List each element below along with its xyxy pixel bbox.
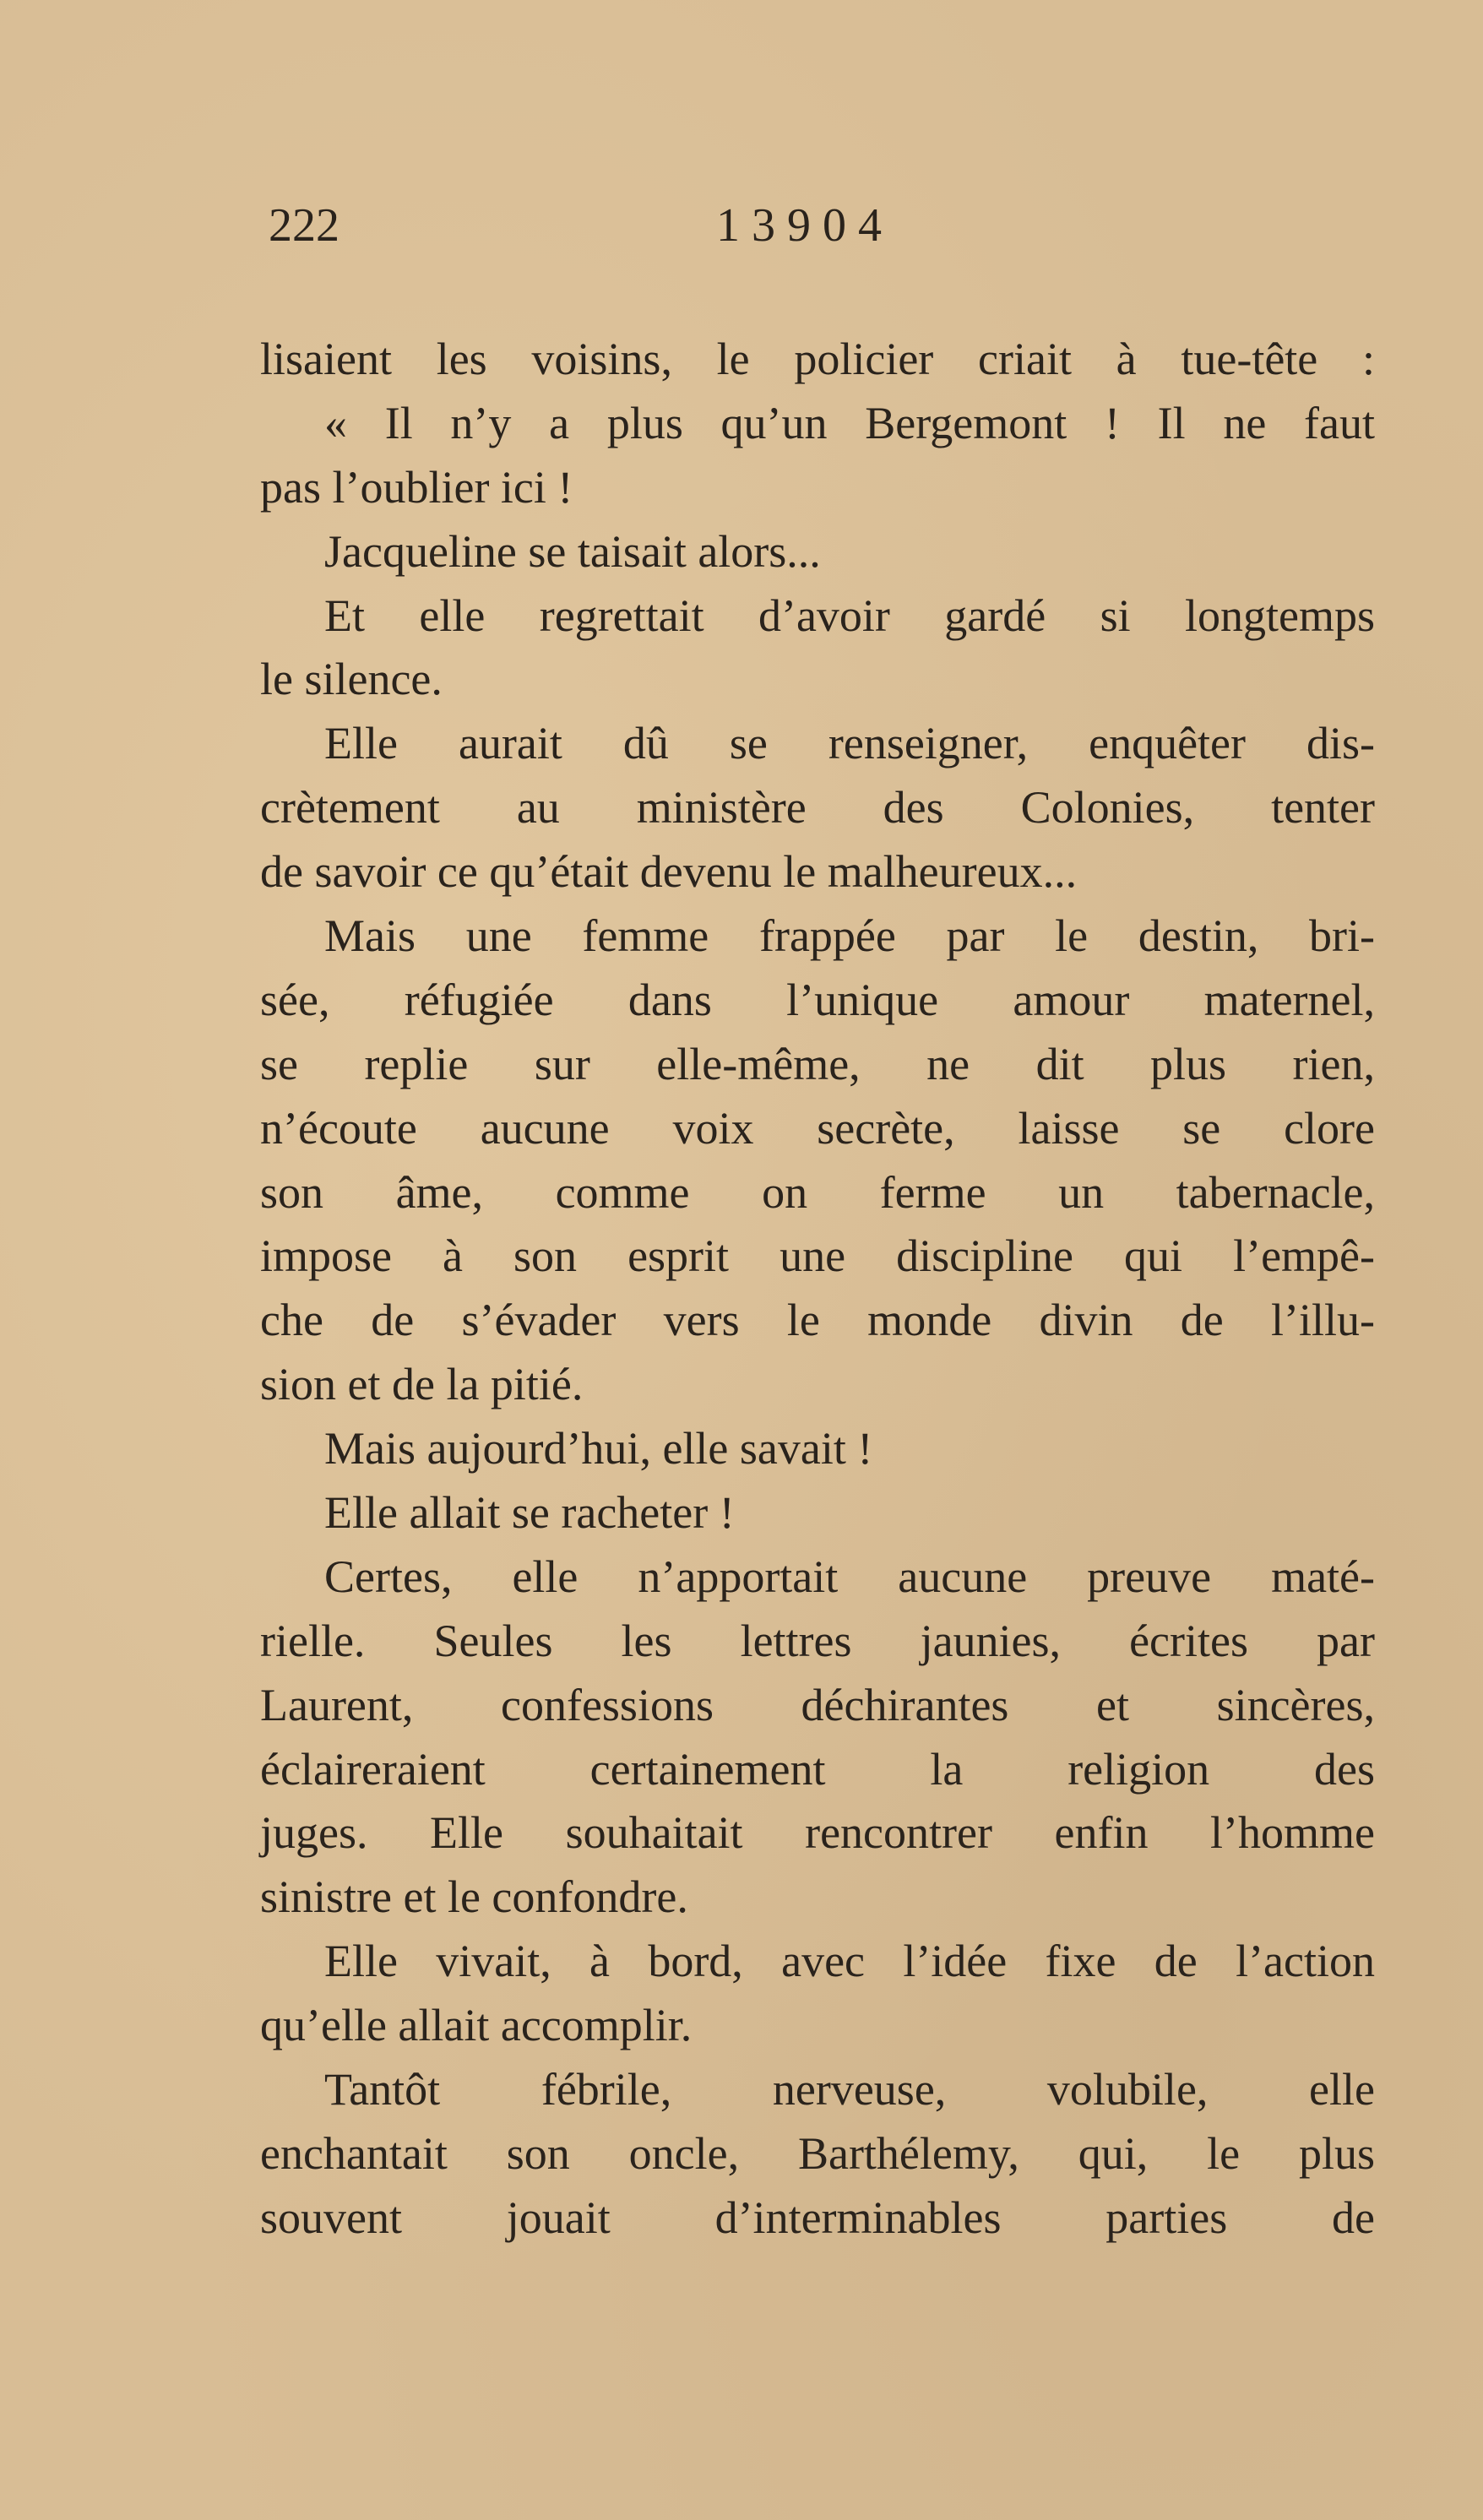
text-line: qu’elle allait accomplir. — [260, 2000, 693, 2051]
text-line: impose à son esprit une discipline qui l’empê- — [260, 1230, 1375, 1282]
page-number: 222 — [269, 199, 340, 252]
text-line: souvent jouait d’interminables parties de — [260, 2191, 1375, 2243]
body-text — [260, 328, 1375, 2251]
text-line: sée, réfugiée dans l’unique amour maternel, — [260, 974, 1375, 1025]
text-line: Elle aurait dû se renseigner, enquêter dis- — [324, 718, 1375, 769]
text-line: « Il n’y a plus qu’un Bergemont ! Il ne faut — [324, 397, 1375, 448]
text-line: éclaireraient certainement la religion des — [260, 1743, 1375, 1795]
text-line: crètement au ministère des Colonies, tenter — [260, 782, 1375, 834]
text-line: le silence. — [260, 654, 443, 705]
text-line: Certes, elle n’apportait aucune preuve maté- — [324, 1551, 1375, 1602]
text-line: Elle allait se racheter ! — [324, 1487, 735, 1539]
text-line: Laurent, confessions déchirantes et sincères, — [260, 1679, 1375, 1730]
text-line: se replie sur elle-même, ne dit plus rien, — [260, 1038, 1375, 1089]
text-line: sion et de la pitié. — [260, 1359, 584, 1410]
text-line: Et elle regrettait d’avoir gardé si longtemps — [324, 589, 1375, 641]
text-line: pas l’oublier ici ! — [260, 461, 573, 513]
text-line: Mais une femme frappée par le destin, bri- — [324, 910, 1375, 962]
text-line: Tantôt fébrile, nerveuse, volubile, elle — [324, 2064, 1375, 2115]
text-line: de savoir ce qu’était devenu le malheureux... — [260, 846, 1078, 898]
text-line: n’écoute aucune voix secrète, laisse se clore — [260, 1102, 1375, 1154]
text-line: enchantait son oncle, Barthélemy, qui, le plus — [260, 2127, 1375, 2179]
text-line: Elle vivait, à bord, avec l’idée fixe de l’action — [324, 1936, 1375, 1987]
text-line: sinistre et le confondre. — [260, 1871, 688, 1923]
text-line: Jacqueline se taisait alors... — [324, 525, 821, 577]
running-title: 13904 — [716, 199, 894, 252]
text-line: rielle. Seules les lettres jaunies, écrites par — [260, 1615, 1375, 1666]
text-line: lisaient les voisins, le policier criait à tue-tête : — [260, 334, 1375, 384]
text-line: son âme, comme on ferme un tabernacle, — [260, 1166, 1375, 1218]
text-line: Mais aujourd’hui, elle savait ! — [324, 1423, 873, 1475]
text-line: che de s’évader vers le monde divin de l’illu- — [260, 1295, 1375, 1346]
text-line: juges. Elle souhaitait rencontrer enfin l’homme — [260, 1807, 1375, 1859]
